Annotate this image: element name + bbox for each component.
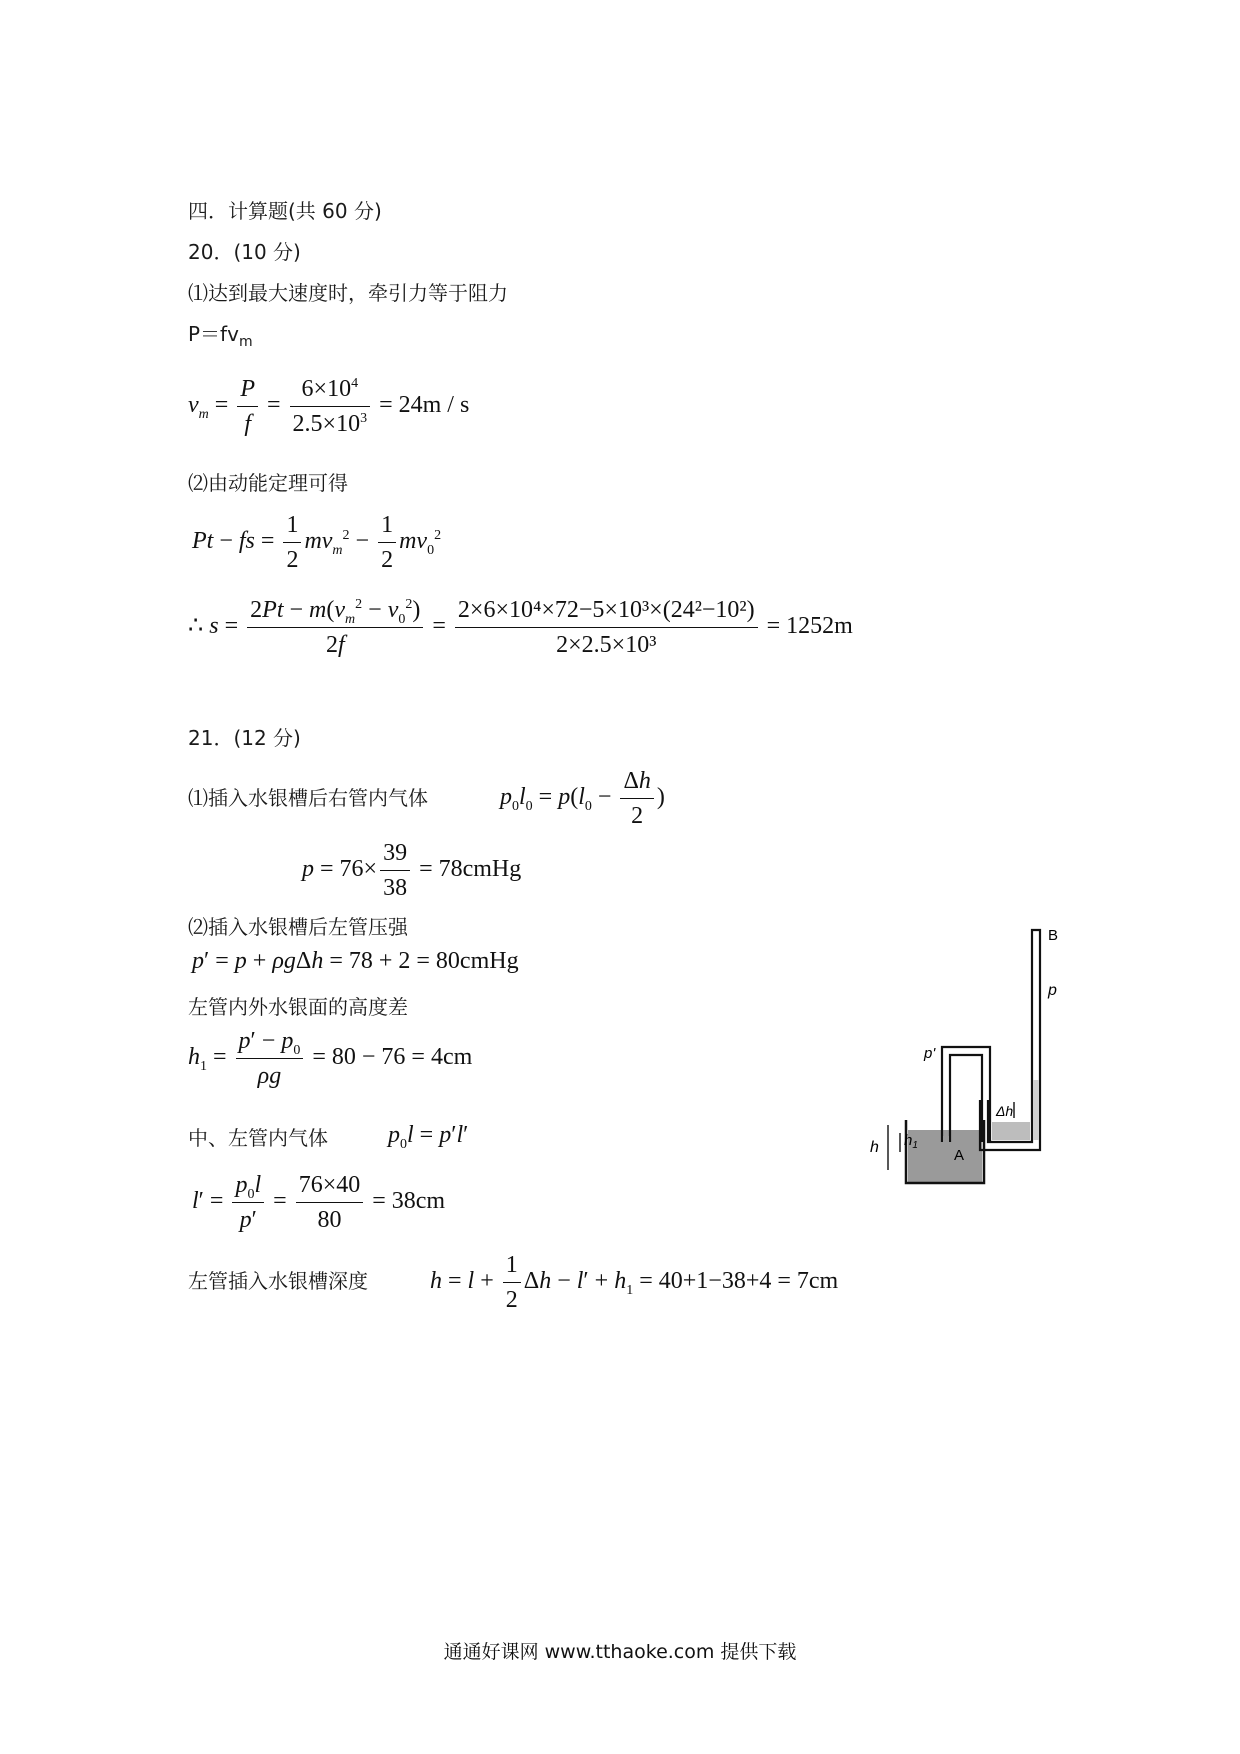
right-tube-mercury-column [1033, 1080, 1039, 1140]
u-tube-figure [860, 920, 1090, 1190]
q21-height-diff-text: 左管内外水银面的高度差 [188, 995, 408, 1019]
fig-label-h1-sub: 1 [912, 1140, 918, 1151]
q20-vm-num-exp: 4 [351, 376, 359, 391]
q21-p-result: = 78cmHg [419, 856, 522, 883]
q21-step1-text: ⑴插入水银槽后右管内气体 [188, 786, 428, 810]
fig-label-h: h [870, 1139, 879, 1156]
right-mercury [992, 1122, 1030, 1140]
q20-power-equation [188, 321, 253, 350]
q21-p-value: p = 76× $\frac{39}{38}$ = 78cmHg [302, 840, 522, 901]
section-title: 四．计算题(共 60 分) [188, 199, 382, 223]
q20-s-denominator: 2×2.5×10³ [556, 632, 657, 658]
q21-middle-text: 中、左管内气体 [188, 1126, 328, 1150]
q20-vm-num-base: 6×10 [301, 376, 352, 402]
q20-header: 20．(10 分) [188, 240, 301, 264]
q20-distance-equation: ∴ s = $\frac{2Pt - m(v_m^2 - v_0^2)}{2f}$ = $\frac{\text{2×6×10⁴×72−5×10³×(24²−10²)}}{\text{2×2.5×10³}}$ = 1252m [188, 597, 853, 658]
q20-vm-equation: $v_m$ = $\frac{P}{f}$ = $\frac{6\times 10^4}{2.5\times 10^3}$ = 24m / s [188, 376, 470, 437]
q21-depth-text: 左管插入水银槽深度 [188, 1269, 368, 1293]
q21-boyle-right-tube: $p_0l_0 = p(l_0$ − $\frac{\Delta h}{2}$ ) [500, 768, 665, 829]
q20-p-over-f: $\frac{P}{f}$ [237, 374, 258, 439]
q20-vm-result: = 24m / s [379, 392, 470, 419]
q21-h1-equation: $h_1$ = $\frac{p' - p_0}{\rho g}$ = 80 − 76 = 4cm [188, 1028, 473, 1089]
q20-s-numeric-fraction [455, 595, 758, 660]
fig-label-p: p [1048, 982, 1057, 999]
left-tube-mercury [943, 1136, 949, 1166]
q21-pprime-equation: p′ = p + ρgΔh = 78 + 2 = 80cmHg [192, 948, 519, 974]
fig-label-h1-main: h [904, 1132, 913, 1149]
q20-power-eq-sub: m [238, 334, 253, 350]
q20-step1-text: ⑴达到最大速度时，牵引力等于阻力 [188, 281, 508, 305]
q21-boyle-left-tube: $p_0l = p'l'$ [388, 1122, 469, 1152]
q21-depth-result: = 40+1−38+4 = 7cm [639, 1268, 839, 1295]
q21-depth-equation: h = l + $\frac{1}{2}$ $\Delta h - l' + h_1 = 40+1-38+4 = 7cm$ [430, 1252, 839, 1313]
q21-lprime-equation: l′ = $\frac{p_0l}{p'}$ = $\frac{76\times 40}{80}$ = 38cm [192, 1172, 446, 1233]
q20-vm-den-exp: 3 [360, 411, 368, 426]
q21-pprime-result: = 78 + 2 = 80cmHg [329, 948, 519, 974]
q20-energy-equation: Pt − fs = $\frac{1}{2}$ $mv_m^2$ − $\frac{1}{2}$ $mv_0^2$ [192, 512, 442, 573]
fig-label-A: A [954, 1147, 965, 1164]
q20-power-eq-main: P＝fv [188, 322, 239, 346]
q20-s-result: = 1252m [766, 613, 853, 640]
q21-h1-result: = 80 − 76 = 4cm [312, 1044, 473, 1071]
q20-s-numerator: 2×6×10⁴×72−5×10³×(24²−10²) [455, 595, 758, 628]
q20-step2-text: ⑵由动能定理可得 [188, 471, 348, 495]
fig-label-B: B [1048, 927, 1059, 944]
fig-label-dh: Δh [996, 1103, 1014, 1119]
inverted-u-tube-inner [950, 1055, 982, 1142]
q21-step2-text: ⑵插入水银槽后左管压强 [188, 915, 408, 939]
q21-header: 21．(12 分) [188, 726, 301, 750]
q21-lprime-result: = 38cm [372, 1188, 446, 1215]
q20-vm-fraction [290, 374, 371, 439]
q20-vm-den-base: 2.5×10 [292, 411, 361, 437]
footer-watermark: 通通好课网 www.tthaoke.com 提供下载 [443, 1641, 797, 1663]
fig-label-p-prime: p' [924, 1045, 936, 1062]
